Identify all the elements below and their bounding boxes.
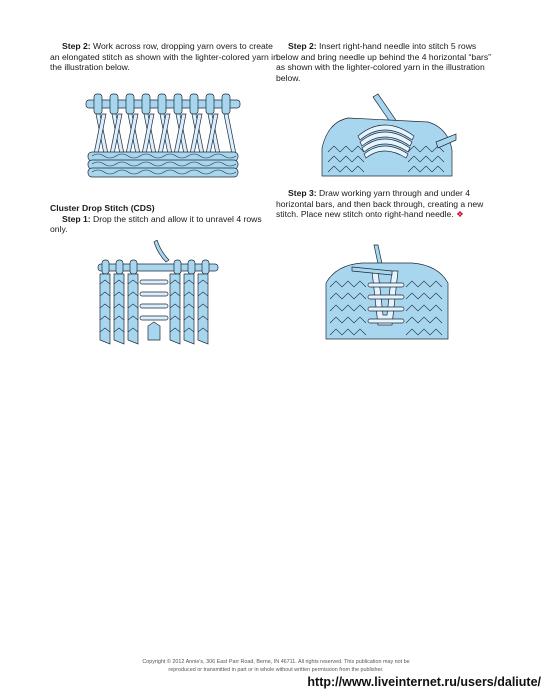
right-step3-label: Step 3:	[288, 188, 317, 198]
right-step3-text	[276, 188, 496, 220]
cds-step1-label: Step 1:	[62, 213, 91, 224]
left-step2-label: Step 2:	[62, 41, 91, 51]
left-step2-text	[50, 41, 278, 73]
cds-step1-body: Drop the stitch and allow it to unravel 4 rows only.	[50, 213, 262, 235]
right-step2-text	[276, 41, 496, 83]
left-step2-body: Work across row, dropping yarn overs to create an elongated stitch as shown with the lighter-colored yarn in the illustration below.	[50, 41, 278, 73]
copyright-footer	[96, 658, 456, 674]
cds-section	[50, 203, 278, 235]
dropped-stitch-illustration	[96, 240, 222, 348]
copyright-line-2: reproduced or transmitted in part or in whole without written permission from the publisher.	[168, 667, 384, 673]
right-step2-body: Insert right-hand needle into stitch 5 rows below and bring needle up behind the 4 horizontal “bars” as shown with the lighter-colored yarn in the illustration below.	[276, 41, 491, 83]
insert-needle-illustration	[318, 92, 458, 178]
elongated-stitch-illustration	[84, 92, 242, 184]
cds-heading: Cluster Drop Stitch (CDS)	[50, 203, 155, 213]
right-step3-body: Draw working yarn through and under 4 horizontal bars, and then back through, creating a new stitch. Place new stitch onto right-hand needle.	[276, 188, 484, 220]
watermark-url: http://www.liveinternet.ru/users/daliute/	[307, 675, 541, 689]
draw-yarn-illustration	[322, 243, 452, 341]
end-mark-icon: ❖	[456, 209, 464, 220]
right-step2-label: Step 2:	[288, 41, 317, 51]
copyright-line-1: Copyright © 2012 Annie's, 306 East Parr Road, Berne, IN 46711. All rights reserved. This publication may not be	[142, 659, 410, 665]
